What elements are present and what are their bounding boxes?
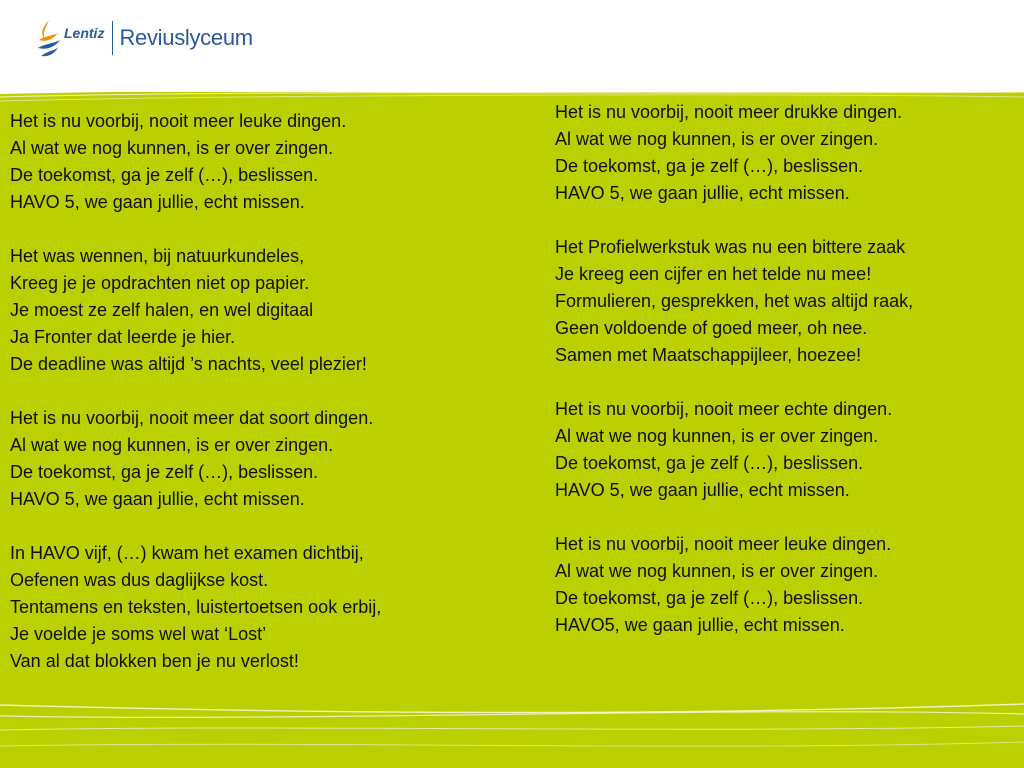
- poem-line: Oefenen was dus daglijkse kost.: [10, 570, 269, 590]
- poem-line: Formulieren, gesprekken, het was altijd raak,: [555, 291, 914, 311]
- poem-line: In HAVO vijf, (…) kwam het examen dichtbij,: [10, 543, 364, 563]
- stanza: [555, 531, 1015, 639]
- poem-line: De toekomst, ga je zelf (…), beslissen.: [10, 165, 319, 185]
- poem-line: Al wat we nog kunnen, is er over zingen.: [555, 129, 879, 149]
- poem-line: Al wat we nog kunnen, is er over zingen.: [555, 426, 879, 446]
- poem-line: Geen voldoende of goed meer, oh nee.: [555, 318, 868, 338]
- logo-divider: [112, 21, 113, 55]
- poem-line: HAVO 5, we gaan jullie, echt missen.: [555, 183, 850, 203]
- poem-right-column: [555, 99, 1015, 639]
- poem-line: Het is nu voorbij, nooit meer echte dingen.: [555, 399, 893, 419]
- poem-line: Je moest ze zelf halen, en wel digitaal: [10, 300, 314, 320]
- stanza: [10, 540, 540, 675]
- poem-line: De toekomst, ga je zelf (…), beslissen.: [555, 588, 864, 608]
- poem-line: Al wat we nog kunnen, is er over zingen.: [10, 435, 334, 455]
- poem-line: De toekomst, ga je zelf (…), beslissen.: [555, 156, 864, 176]
- poem-line: Het was wennen, bij natuurkundeles,: [10, 246, 305, 266]
- stanza: [10, 243, 540, 378]
- poem-line: Al wat we nog kunnen, is er over zingen.: [10, 138, 334, 158]
- poem-line: De deadline was altijd ’s nachts, veel plezier!: [10, 354, 367, 374]
- poem-line: Het Profielwerkstuk was nu een bittere zaak: [555, 237, 906, 257]
- lentiz-wordmark: Lentiz: [64, 25, 105, 41]
- poem-line: Tentamens en teksten, luistertoetsen ook erbij,: [10, 597, 382, 617]
- poem-line: Het is nu voorbij, nooit meer leuke dingen.: [10, 111, 347, 131]
- poem-line: HAVO5, we gaan jullie, echt missen.: [555, 615, 845, 635]
- poem-line: Het is nu voorbij, nooit meer dat soort dingen.: [10, 408, 374, 428]
- poem-line: Het is nu voorbij, nooit meer leuke dingen.: [555, 534, 892, 554]
- poem-line: Samen met Maatschappijleer, hoezee!: [555, 345, 862, 365]
- stanza: [10, 405, 540, 513]
- stanza: [555, 99, 1015, 207]
- poem-line: De toekomst, ga je zelf (…), beslissen.: [10, 462, 319, 482]
- header: [0, 0, 1024, 92]
- poem-line: Je voelde je soms wel wat ‘Lost’: [10, 624, 267, 644]
- stanza: [555, 396, 1015, 504]
- poem-line: Je kreeg een cijfer en het telde nu mee!: [555, 264, 872, 284]
- lentiz-reviuslyceum-logo: [36, 16, 253, 60]
- stanza: [10, 108, 540, 216]
- poem-line: HAVO 5, we gaan jullie, echt missen.: [10, 192, 305, 212]
- school-name: Reviuslyceum: [119, 25, 253, 50]
- poem-line: Het is nu voorbij, nooit meer drukke dingen.: [555, 102, 903, 122]
- stanza: [555, 234, 1015, 369]
- poem-left-column: [10, 108, 540, 675]
- poem-line: Van al dat blokken ben je nu verlost!: [10, 651, 299, 671]
- lentiz-flame-icon: [36, 18, 62, 58]
- poem-line: Kreeg je je opdrachten niet op papier.: [10, 273, 310, 293]
- poem-line: Al wat we nog kunnen, is er over zingen.: [555, 561, 879, 581]
- poem-line: De toekomst, ga je zelf (…), beslissen.: [555, 453, 864, 473]
- poem-line: HAVO 5, we gaan jullie, echt missen.: [555, 480, 850, 500]
- poem-line: Ja Fronter dat leerde je hier.: [10, 327, 236, 347]
- poem-line: HAVO 5, we gaan jullie, echt missen.: [10, 489, 305, 509]
